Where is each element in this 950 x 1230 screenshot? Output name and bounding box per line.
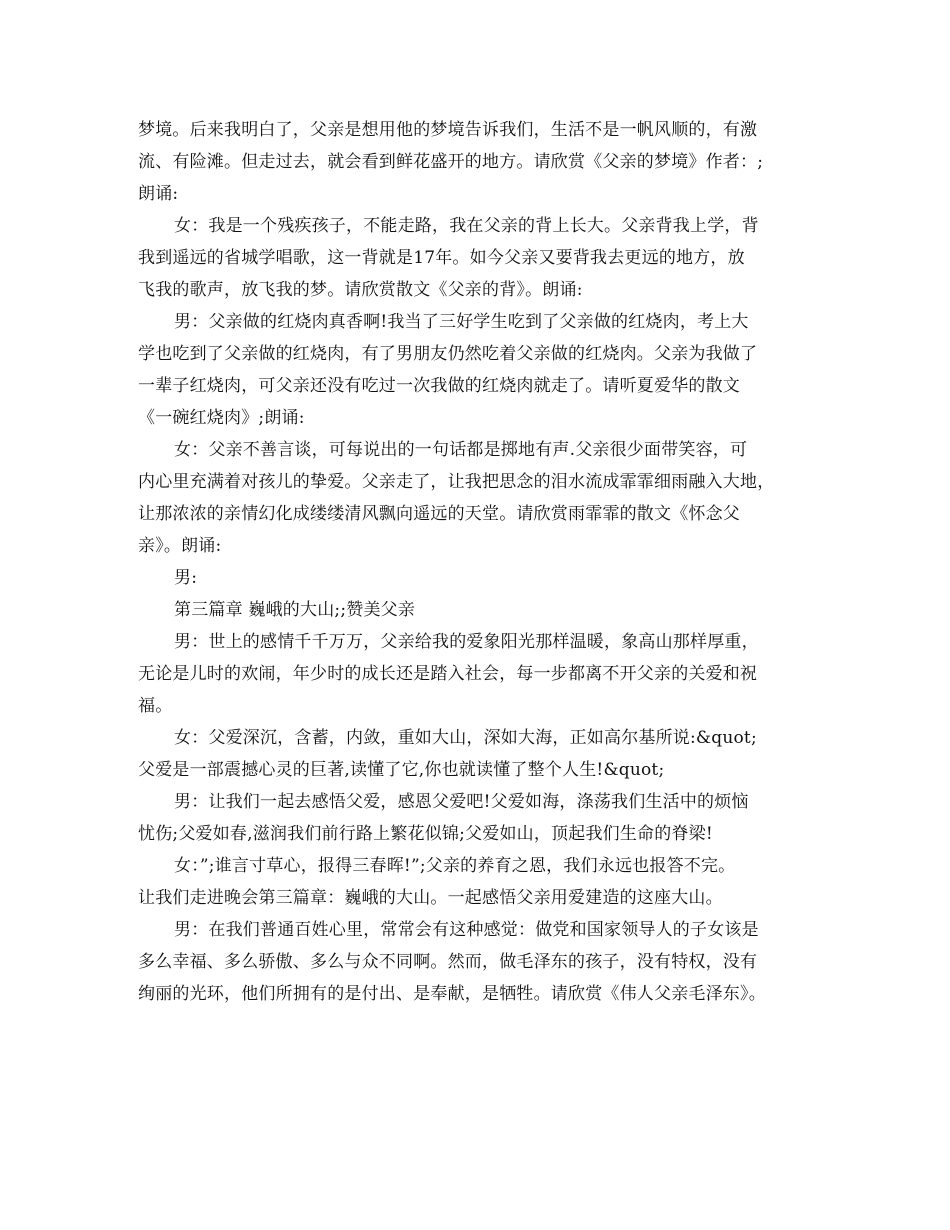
text-line: 男:	[174, 568, 198, 588]
text-line: 让那浓浓的亲情幻化成缕缕清风飘向遥远的天堂。请欣赏雨霏霏的散文《怀念父	[138, 504, 740, 524]
text-line: 女：父亲不善言谈，可每说出的一句话都是掷地有声.父亲很少面带笑容，可	[174, 440, 748, 460]
text-line: 男：世上的感情千千万万，父亲给我的爱象阳光那样温暖，象高山那样厚重，	[174, 632, 759, 652]
text-line: 福。	[138, 696, 173, 716]
text-line: 绚丽的光环，他们所拥有的是付出、是奉献，是牺牲。请欣赏《伟人父亲毛泽东》。	[138, 984, 766, 1004]
text-line: 女：父爱深沉，含蓄，内敛，重如大山，深如大海，正如高尔基所说:&quot;	[174, 728, 757, 748]
text-line: 男：在我们普通百姓心里，常常会有这种感觉：做党和国家领导人的子女该是	[174, 920, 759, 940]
text-line: 飞我的歌声，放飞我的梦。请欣赏散文《父亲的背》。朗诵:	[138, 280, 583, 300]
text-line: 流、有险滩。但走过去，就会看到鲜花盛开的地方。请欣赏《父亲的梦境》作者：;	[138, 152, 764, 172]
text-line: 朗诵:	[138, 184, 179, 204]
text-line: 学也吃到了父亲做的红烧肉，有了男朋友仍然吃着父亲做的红烧肉。父亲为我做了	[138, 344, 758, 364]
text-line: 我到遥远的省城学唱歌，这一背就是17年。如今父亲又要背我去更远的地方，放	[138, 248, 745, 268]
text-line: 第三篇章 巍峨的大山;;赞美父亲	[174, 600, 416, 620]
text-line: 女：”;谁言寸草心，报得三春晖!”;父亲的养育之恩，我们永远也报答不完。	[174, 856, 736, 876]
text-line: 亲》。朗诵:	[138, 536, 222, 556]
text-line: 男：让我们一起去感悟父爱，感恩父爱吧!父爱如海，涤荡我们生活中的烦恼	[174, 792, 749, 812]
document-body-text	[138, 114, 818, 1010]
text-line: 女：我是一个残疾孩子，不能走路，我在父亲的背上长大。父亲背我上学，背	[174, 216, 759, 236]
text-line: 无论是儿时的欢闹，年少时的成长还是踏入社会，每一步都离不开父亲的关爱和祝	[138, 664, 758, 684]
text-line: 内心里充满着对孩儿的挚爱。父亲走了，让我把思念的泪水流成霏霏细雨融入大地，	[138, 472, 775, 492]
text-line: 忧伤;父爱如春,滋润我们前行路上繁花似锦;父爱如山，顶起我们生命的脊梁!	[138, 824, 713, 844]
text-line: 一辈子红烧肉，可父亲还没有吃过一次我做的红烧肉就走了。请听夏爱华的散文	[138, 376, 740, 396]
text-line: 男：父亲做的红烧肉真香啊!我当了三好学生吃到了父亲做的红烧肉，考上大	[174, 312, 749, 332]
text-line: 多么幸福、多么骄傲、多么与众不同啊。然而，做毛泽东的孩子，没有特权，没有	[138, 952, 758, 972]
text-line: 让我们走进晚会第三篇章：巍峨的大山。一起感悟父亲用爱建造的这座大山。	[138, 888, 723, 908]
text-line: 父爱是一部震撼心灵的巨著,读懂了它,你也就读懂了整个人生!&quot;	[138, 760, 665, 780]
text-line: 《一碗红烧肉》;朗诵:	[138, 408, 305, 428]
text-line: 梦境。后来我明白了，父亲是想用他的梦境告诉我们，生活不是一帆风顺的，有激	[138, 120, 758, 140]
